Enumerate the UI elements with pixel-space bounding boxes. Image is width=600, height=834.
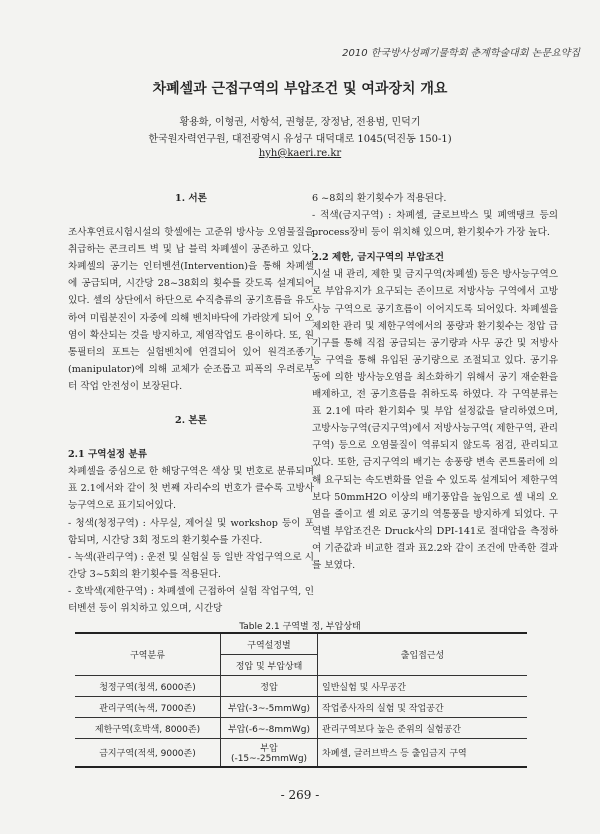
- table-caption: Table 2.1 구역별 정, 부압상태: [239, 622, 361, 632]
- paragraph: 6 ~8회의 환기횟수가 적용된다.: [312, 193, 447, 204]
- paper-title: 차폐셀과 근접구역의 부압조건 및 여과장치 개요: [152, 81, 448, 97]
- table-row: [75, 718, 527, 739]
- table-cell: 청정구역(청색, 6000존): [75, 676, 221, 697]
- table-cell: 일반실험 및 사무공간: [318, 676, 528, 697]
- author-email: hyh@kaeri.re.kr: [258, 148, 342, 159]
- table-cell: 관리구역(녹색, 7000존): [75, 697, 221, 718]
- table-cell: 부압(-6~-8mmWg): [221, 718, 318, 739]
- author-list: 황용화, 이형권, 서항석, 권형문, 장정남, 전용범, 민덕기: [179, 117, 421, 128]
- table-cell: 차폐셀, 글러브박스 등 출입금지 구역: [318, 739, 528, 768]
- table-cell: 관리구역보다 높은 준위의 실험공간: [318, 718, 528, 739]
- table-cell: 정압: [221, 676, 318, 697]
- paragraph: - 호박색(제한구역) : 차폐셀에 근접하여 실험 작업구역, 인터벤션 등이 위치하고 있으며, 시간당: [68, 585, 314, 614]
- table-header-access: 출입접근성: [318, 633, 528, 676]
- table-row: [75, 676, 527, 697]
- paragraph: - 청색(청정구역) : 사무실, 제어실 및 workshop 등이 포함되며, 시간당 3회 정도의 환기횟수를 가진다.: [68, 517, 314, 546]
- table-cell: 작업종사자의 실험 및 작업공간: [318, 697, 528, 718]
- page-number: - 269 -: [280, 788, 320, 802]
- table-cell: 금지구역(적색, 9000존): [75, 739, 221, 768]
- table-row: [75, 739, 527, 768]
- affiliation: 한국원자력연구원, 대전광역시 유성구 대덕대로 1045(덕진동 150-1): [148, 134, 452, 145]
- section-heading: 1. 서론: [175, 193, 207, 204]
- table-header-pressure: 정압 및 부압상태: [221, 655, 318, 676]
- paragraph: 시설 내 관리, 제한 및 금지구역(차폐셀) 등은 방사능구역으로 부압유지가 요구되는 존이므로 저방사능 구역에서 고방사능 구역으로 공기흐름이 이어지도록 되어있다. 차폐셀을 제외한 관리 및 제한구역에서의 풍량과 환기횟수는 정압 급기구를 통해 직접 공급되는 공기량과 사무 공간 및 저방사능 구역을 통해 유입된 공기량으로 조절되고 있다. 공기유동에 의한 방사능오염을 최소화하기 위해서 공기 재순환을 배제하고, 전 공기흐름을 취하도록 하였다. 각 구역분류는 표 2.1에 따라 환기회수 및 부압 설정값을 달리하였으며, 고방사능구역(금지구역)에서 저방사능구역( 제한구역, 관리구역) 등으로 오염물질이 역류되지 않도록 점검, 관리되고 있다. 또한, 금지구역의 배기는 송풍량 변속 콘트롤러에 의해 요구되는 속도변화를 얻을 수 있도록 설계되어 제한구역 보다 50mmH2O 이상의 배기풍압을 높임으로 셀 내의 오염을 줄이고 셀 외로 공기의 역통풍을 방지하게 되었다. 구역별 부압조건은 Druck사의 DPI-141로 절대압을 측정하여 기준값과 비교한 결과 표2.2와 같이 조건에 만족한 결과를 보였다.: [312, 269, 558, 571]
- paragraph: - 녹색(관리구역) : 운전 및 실험실 등 일반 작업구역으로 시간당 3~5회의 환기횟수를 적용된다.: [68, 551, 314, 580]
- paragraph: 차폐셀을 중심으로 한 해당구역은 색상 및 번호로 분류되며 표 2.1에서와 같이 첫 번째 자리수의 번호가 클수록 고방사능구역으로 표기되어있다.: [68, 466, 314, 512]
- zone-table: [75, 632, 527, 768]
- subsection-heading: 2.1 구역설정 분류: [68, 449, 147, 461]
- section-heading: 2. 본론: [175, 415, 207, 427]
- table-header-zone: 구역분류: [75, 633, 221, 676]
- table-cell: 부압(-3~-5mmWg): [221, 697, 318, 718]
- table-header-setting: 구역설정별: [221, 633, 318, 655]
- table-cell: 부압(-15~-25mmWg): [221, 739, 318, 768]
- table-row: [75, 697, 527, 718]
- subsection-heading: 2.2 제한, 금지구역의 부압조건: [312, 252, 444, 264]
- proceedings-header: 2010 한국방사성폐기물학회 춘계학술대회 논문요약집: [342, 48, 580, 59]
- table-cell: 제한구역(호박색, 8000존): [75, 718, 221, 739]
- right-column: [312, 190, 558, 574]
- paragraph: 조사후연료시험시설의 핫셀에는 고준위 방사능 오염물질을 취급하는 콘크리트 벽 및 납 블럭 차폐셀이 공존하고 있다. 차폐셀의 공기는 인터벤션(Intervention)을 통해 차폐셀에 공급되며, 시간당 28~38회의 횟수를 갖도록 설계되어 있다. 셀의 상단에서 하단으로 수직층류의 공기흐름을 유도하여 미립분진이 자중에 의해 벤치바닥에 가라앉게 되어 오염이 확산되는 것을 방지하고, 제염작업도 용이하다. 또, 원통필터의 포트는 실험벤치에 연결되어 있어 원격조종기(manipulator)에 의해 교체가 순조롭고 피폭의 우려로부터 작업 안전성이 보장된다.: [68, 227, 314, 392]
- paragraph: - 적색(금지구역) : 차폐셀, 글로브박스 및 폐액탱크 등의 process장비 등이 위치해 있으며, 환기횟수가 가장 높다.: [312, 210, 558, 239]
- left-column: [68, 190, 314, 617]
